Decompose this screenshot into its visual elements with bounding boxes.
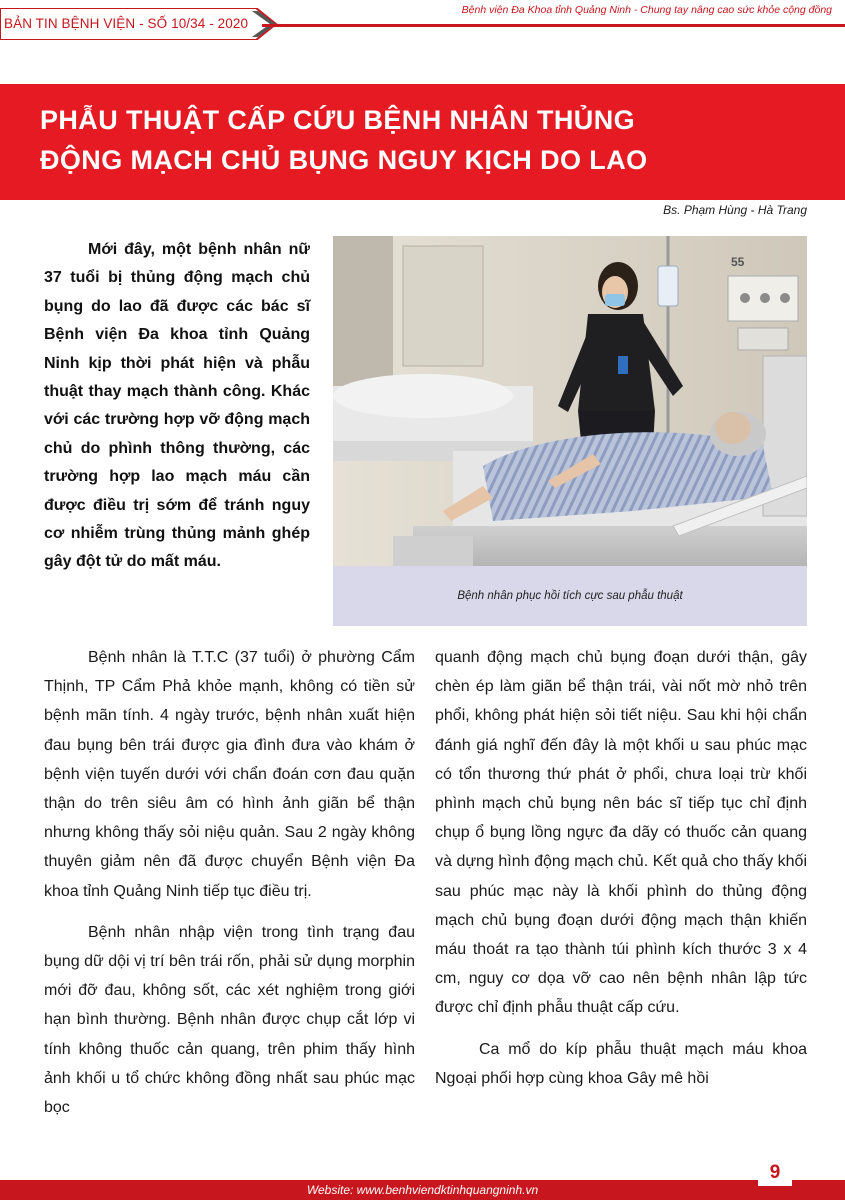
article-figure xyxy=(333,236,807,626)
footer-website: Website: www.benhviendktinhquangninh.vn xyxy=(306,1183,539,1197)
header-rule xyxy=(262,24,845,27)
body-column-left xyxy=(44,643,415,1134)
article-title xyxy=(40,100,820,180)
wall-room-sign: 55 xyxy=(731,255,745,269)
article-title-line-2: ĐỘNG MẠCH CHỦ BỤNG NGUY KỊCH DO LAO xyxy=(40,145,648,175)
body-paragraph: Bệnh nhân nhập viện trong tình trạng đau bụng dữ dội vị trí bên trái rốn, phải sử dụng morphin mới đỡ đau, không sốt, các xét nghiệm trong giới hạn bình thường. Bệnh nhân được chụp cắt lớp vi tính không thuốc cản quang, trên phim thấy hình ảnh khối u tổ chức không đồng nhất sau phúc mạc bọc xyxy=(44,923,415,1117)
body-paragraph: Ca mổ do kíp phẫu thuật mạch máu khoa Ngoại phối hợp cùng khoa Gây mê hồi xyxy=(435,1040,807,1087)
figure-caption-box xyxy=(333,566,807,626)
article-lead xyxy=(44,236,310,577)
article-byline: Bs. Phạm Hùng - Hà Trang xyxy=(663,203,807,217)
body-column-right xyxy=(435,643,807,1105)
hospital-ward-photo xyxy=(333,236,807,566)
lead-paragraph: Mới đây, một bệnh nhân nữ 37 tuổi bị thủng động mạch chủ bụng do lao đã được các bác sĩ Bệnh viện Đa khoa tỉnh Quảng Ninh kịp thời phát hiện và phẫu thuật thay mạch thành công. Khác với các trường hợp vỡ động mạch chủ do phình thông thường, các trường hợp lao mạch máu cần được điều trị sớm để tránh nguy cơ nhiễm trùng thủng mảnh ghép gây đột tử do mất máu. xyxy=(44,241,310,571)
body-paragraph: Bệnh nhân là T.T.C (37 tuổi) ở phường Cẩm Thịnh, TP Cẩm Phả khỏe mạnh, không có tiền sử bệnh mãn tính. 4 ngày trước, bệnh nhân xuất hiện đau bụng bên trái được gia đình đưa vào khám ở bệnh viện tuyến dưới với chẩn đoán cơn đau quặn thận do trên siêu âm có hình ảnh giãn bể thận nhưng không thấy sỏi niệu quản. Sau 2 ngày không thuyên giảm nên đã được chuyển Bệnh viện Đa khoa tỉnh Quảng Ninh tiếp tục điều trị. xyxy=(44,649,415,900)
newsletter-tag xyxy=(0,8,276,40)
header-slogan: Bệnh viện Đa Khoa tỉnh Quảng Ninh - Chung tay nâng cao sức khỏe cộng đồng xyxy=(461,4,832,16)
ward-photo-illustration xyxy=(333,236,807,566)
figure-caption: Bệnh nhân phục hồi tích cực sau phẫu thuật xyxy=(457,590,683,602)
page-number: 9 xyxy=(758,1160,792,1186)
article-title-line-1: PHẪU THUẬT CẤP CỨU BỆNH NHÂN THỦNG xyxy=(40,105,635,135)
newsletter-issue-label: BẢN TIN BỆNH VIỆN - SỐ 10/34 - 2020 xyxy=(4,16,249,31)
body-paragraph-continued: quanh động mạch chủ bụng đoạn dưới thận, gây chèn ép làm giãn bể thận trái, vài nốt mờ nhỏ trên phổi, không phát hiện sỏi tiết niệu. Sau khi hội chẩn đánh giá nghĩ đến đây là một khối u sau phúc mạc có tổn thương thứ phát ở phổi, chưa loại trừ khối phình mạch chủ bụng nên bác sĩ tiếp tục chỉ định chụp ổ bụng lồng ngực đa dãy có thuốc cản quang và dựng hình động mạch chủ. Kết quả cho thấy khối sau phúc mạc này là khối phình do thủng động mạch chủ bụng đoạn dưới động mạch thận khiến máu thoát ra tạo thành túi phình kích thước 3 x 4 cm, nguy cơ dọa vỡ cao nên bệnh nhân lập tức được chỉ định phẫu thuật cấp cứu. xyxy=(435,649,807,1017)
